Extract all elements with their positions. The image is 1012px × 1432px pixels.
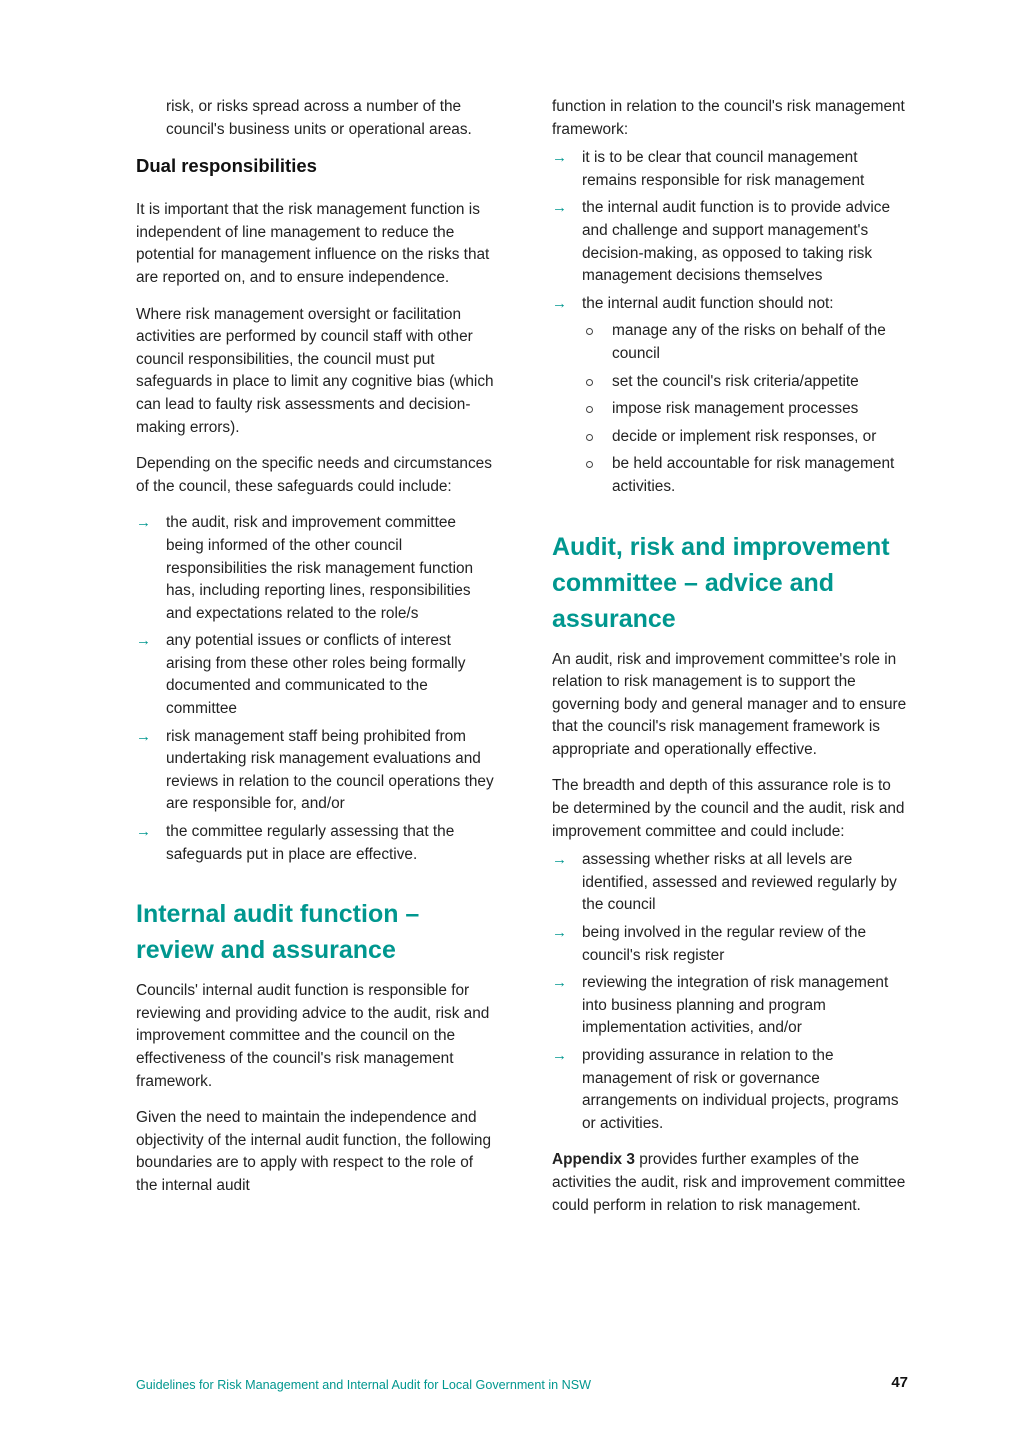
page-footer: [136, 1376, 908, 1394]
list-item-text: set the council's risk criteria/appetite: [612, 372, 859, 390]
paragraph: Councils' internal audit function is responsible for reviewing and providing advice to the audit, risk and improvement committee and the council on the effectiveness of the council's risk management framework.: [136, 982, 490, 1090]
list-item: [552, 972, 908, 1040]
assurance-list: [552, 849, 908, 1135]
arrow-bullet-icon: →: [136, 632, 151, 650]
arrow-bullet-icon: →: [552, 1047, 567, 1064]
list-item-text: the audit, risk and improvement committee being informed of the other council responsibilities the risk management function has, including reporting lines, responsibilities and expectations related to the role/s: [166, 514, 474, 622]
list-item-text: risk management staff being prohibited from undertaking risk management evaluations and reviews in relation to the council operations they are responsible for, and/or: [166, 727, 494, 813]
list-item-text: being involved in the regular review of the council's risk register: [582, 924, 867, 964]
arrow-bullet-icon: →: [552, 199, 567, 217]
paragraph: The breadth and depth of this assurance role is to be determined by the council and the audit, risk and improvement committee and could include:: [552, 777, 905, 840]
arrow-bullet-icon: →: [136, 514, 151, 532]
arc-heading: Audit, risk and improvement committee – advice and assurance: [552, 532, 890, 633]
arrow-bullet-icon: →: [552, 974, 567, 992]
dual-responsibilities-heading: Dual responsibilities: [136, 155, 317, 177]
sub-list-item: [582, 398, 908, 421]
right-column: [552, 96, 908, 1231]
circle-bullet-icon: [586, 379, 593, 386]
internal-audit-heading: Internal audit function – review and assurance: [136, 900, 420, 965]
list-item-text: any potential issues or conflicts of interest arising from these other roles being formally documented and communicated to the committee: [166, 632, 466, 718]
arrow-bullet-icon: →: [552, 294, 567, 312]
sub-list-item: [582, 320, 908, 365]
list-item: [552, 197, 908, 287]
sub-list-item: [582, 426, 908, 449]
list-item-text: be held accountable for risk management activities.: [612, 455, 895, 495]
list-item: [552, 147, 908, 192]
safeguards-list: [136, 512, 496, 866]
paragraph: It is important that the risk management function is independent of line management to reduce the potential for management influence on the risks that are reported on, and to ensure independence.: [136, 201, 490, 286]
list-item: [136, 512, 496, 625]
should-not-list: [582, 320, 908, 498]
list-item-text: assessing whether risks at all levels are identified, assessed and reviewed regularly by the council: [582, 851, 897, 914]
arrow-bullet-icon: →: [136, 823, 151, 841]
list-item: [552, 1045, 908, 1135]
circle-bullet-icon: [586, 406, 593, 413]
list-continuation-text: risk, or risks spread across a number of the council's business units or operational areas.: [166, 98, 472, 138]
list-item-text: the internal audit function should not:: [582, 294, 834, 312]
list-item-text: the committee regularly assessing that the safeguards put in place are effective.: [166, 823, 455, 863]
paragraph: Given the need to maintain the independence and objectivity of the internal audit function, the following boundaries are to apply with respect to the role of the internal audit: [136, 1109, 492, 1194]
list-item: [552, 849, 908, 917]
list-item: [552, 293, 908, 499]
sub-list-item: [582, 371, 908, 394]
appendix-text: provides further examples of the activities the audit, risk and improvement committee could perform in relation to risk management.: [552, 1151, 906, 1214]
list-item-text: decide or implement risk responses, or: [612, 427, 877, 445]
list-item: [552, 922, 908, 967]
sub-list-item: [582, 453, 908, 498]
list-item-text: providing assurance in relation to the management of risk or governance arrangements on individual projects, programs or activities.: [582, 1047, 899, 1132]
list-item-text: impose risk management processes: [612, 400, 859, 418]
left-column: [136, 96, 496, 1212]
circle-bullet-icon: [586, 328, 593, 335]
list-item: [136, 821, 496, 866]
list-item-text: manage any of the risks on behalf of the council: [612, 322, 886, 362]
paragraph: An audit, risk and improvement committee's role in relation to risk management is to support the governing body and general manager and to ensure that the council's risk management framework is appropriate and operationally effective.: [552, 650, 907, 758]
appendix-reference: Appendix 3: [552, 1151, 635, 1169]
footer-title: Guidelines for Risk Management and Internal Audit for Local Government in NSW: [136, 1378, 591, 1392]
arrow-bullet-icon: →: [552, 924, 567, 942]
list-item: [136, 630, 496, 720]
paragraph: Where risk management oversight or facilitation activities are performed by council staff with other council responsibilities, the council must put safeguards in place to limit any cognitive bias (which can lead to faulty risk assessments and decision-making errors).: [136, 305, 494, 436]
list-item-text: reviewing the integration of risk management into business planning and program implementation activities, and/or: [582, 974, 889, 1037]
arrow-bullet-icon: →: [552, 851, 567, 869]
arrow-bullet-icon: →: [136, 727, 151, 745]
list-item-text: the internal audit function is to provide advice and challenge and support management's decision-making, as opposed to taking risk management decisions themselves: [582, 199, 891, 285]
appendix-paragraph: [552, 1149, 908, 1217]
circle-bullet-icon: [586, 434, 593, 441]
circle-bullet-icon: [586, 461, 593, 468]
list-item-text: it is to be clear that council management remains responsible for risk management: [582, 149, 865, 189]
list-item: [136, 726, 496, 816]
paragraph: Depending on the specific needs and circumstances of the council, these safeguards could include:: [136, 455, 492, 495]
paragraph: function in relation to the council's risk management framework:: [552, 98, 905, 138]
boundaries-list: [552, 147, 908, 498]
arrow-bullet-icon: →: [552, 149, 567, 167]
page-number: 47: [891, 1374, 908, 1391]
